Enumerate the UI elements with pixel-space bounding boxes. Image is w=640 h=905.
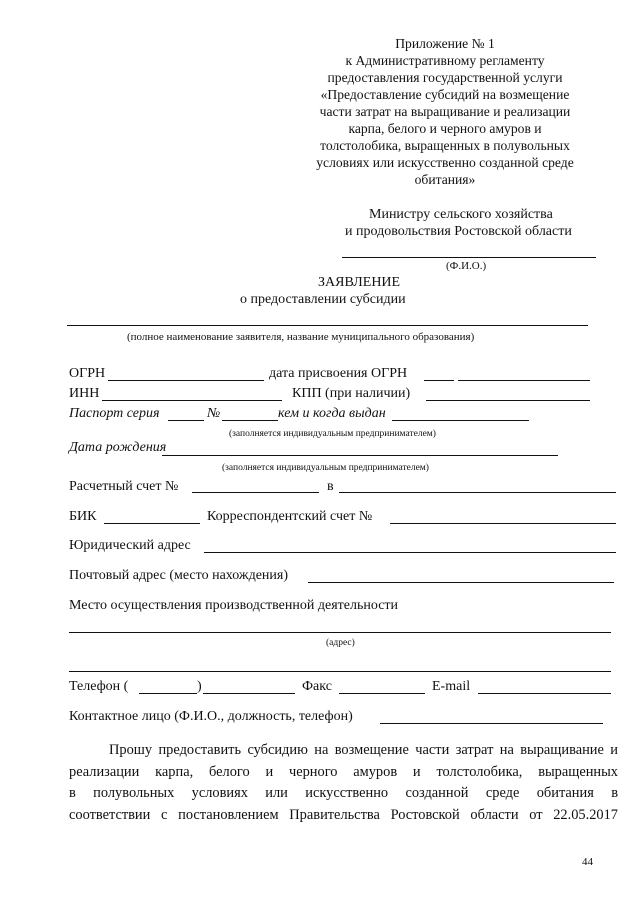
corr-account-field[interactable] [390, 523, 616, 524]
inn-label: ИНН [69, 386, 100, 401]
document-subtitle: о предоставлении субсидии [240, 292, 406, 307]
request-paragraph [69, 740, 618, 826]
header-line-9: обитания» [414, 172, 476, 187]
header-line-6: карпа, белого и черного амуров и [348, 121, 542, 136]
header-line-1: Приложение № 1 [395, 36, 495, 51]
account-label: Расчетный счет № [69, 479, 179, 494]
paragraph-line-4: соответствии с постановлением Правительства Ростовской области от 22.05.2017 [69, 806, 618, 823]
passport-number-field[interactable] [222, 420, 278, 421]
paragraph-line-2: реализации карпа, белого и черного амуров и толстолобика, выращенных [69, 763, 618, 780]
passport-series-field[interactable] [168, 420, 204, 421]
passport-series-label: Паспорт серия [69, 406, 160, 421]
postal-address-field[interactable] [308, 582, 614, 583]
passport-issued-field[interactable] [392, 420, 529, 421]
paragraph-line-3: в полувольных условиях или искусственно созданной среде обитания в [69, 785, 618, 801]
production-place-field-2[interactable] [69, 671, 611, 672]
postal-address-label: Почтовый адрес (место нахождения) [69, 568, 288, 583]
header-line-3: предоставления государственной услуги [327, 70, 563, 85]
ogrn-field[interactable] [108, 380, 264, 381]
birth-note: (заполняется индивидуальным предпринимателем) [222, 463, 429, 473]
account-bank-label: в [327, 479, 334, 494]
header-line-5: части затрат на выращивание и реализации [319, 104, 571, 119]
phone-code-field[interactable] [139, 693, 197, 694]
inn-field[interactable] [102, 400, 282, 401]
page-number: 44 [582, 856, 593, 868]
applicant-caption: (полное наименование заявителя, название муниципального образования) [127, 331, 475, 343]
bik-field[interactable] [104, 523, 200, 524]
applicant-name-line [67, 325, 588, 326]
addressee-line-2: и продовольствия Ростовской области [345, 224, 572, 239]
document-title: ЗАЯВЛЕНИЕ [318, 275, 401, 290]
addressee-line-1: Министру сельского хозяйства [369, 207, 553, 222]
ogrn-date-field-2[interactable] [458, 380, 590, 381]
header-line-4: «Предоставление субсидий на возмещение [320, 87, 570, 102]
account-bank-field[interactable] [339, 492, 616, 493]
ogrn-date-label: дата присвоения ОГРН [269, 366, 408, 381]
fax-label: Факс [302, 679, 332, 694]
paragraph-line-1: Прошу предоставить субсидию на возмещение части затрат на выращивание и [109, 742, 618, 758]
kpp-label: КПП (при наличии) [292, 386, 411, 401]
header-line-7: толстолобика, выращенных в полувольных [320, 138, 570, 153]
passport-note: (заполняется индивидуальным предпринимателем) [229, 429, 436, 439]
bik-label: БИК [69, 509, 97, 524]
header-line-8: условиях или искусственно созданной среде [316, 155, 574, 170]
kpp-field[interactable] [426, 400, 590, 401]
contact-field[interactable] [380, 723, 603, 724]
phone-label: Телефон ( [69, 679, 129, 694]
legal-address-field[interactable] [204, 552, 616, 553]
birth-date-field[interactable] [162, 455, 558, 456]
phone-number-field[interactable] [203, 693, 295, 694]
header-line-2: к Административному регламенту [345, 53, 545, 68]
ogrn-date-field-1[interactable] [424, 380, 454, 381]
fax-field[interactable] [339, 693, 425, 694]
email-field[interactable] [478, 693, 611, 694]
passport-issued-label: кем и когда выдан [278, 406, 386, 421]
legal-address-label: Юридический адрес [69, 538, 191, 553]
production-place-label: Место осуществления производственной деятельности [69, 598, 399, 613]
ogrn-label: ОГРН [69, 366, 106, 381]
production-place-field[interactable] [69, 632, 611, 633]
birth-date-label: Дата рождения [69, 440, 167, 455]
fio-line [342, 257, 596, 258]
account-field[interactable] [192, 492, 319, 493]
email-label: E-mail [432, 679, 471, 694]
passport-number-label: № [207, 406, 221, 421]
corr-account-label: Корреспондентский счет № [207, 509, 373, 524]
address-caption: (адрес) [326, 638, 355, 648]
fio-caption: (Ф.И.О.) [446, 260, 487, 272]
contact-label: Контактное лицо (Ф.И.О., должность, телефон) [69, 709, 353, 724]
phone-close-paren: ) [197, 679, 202, 694]
